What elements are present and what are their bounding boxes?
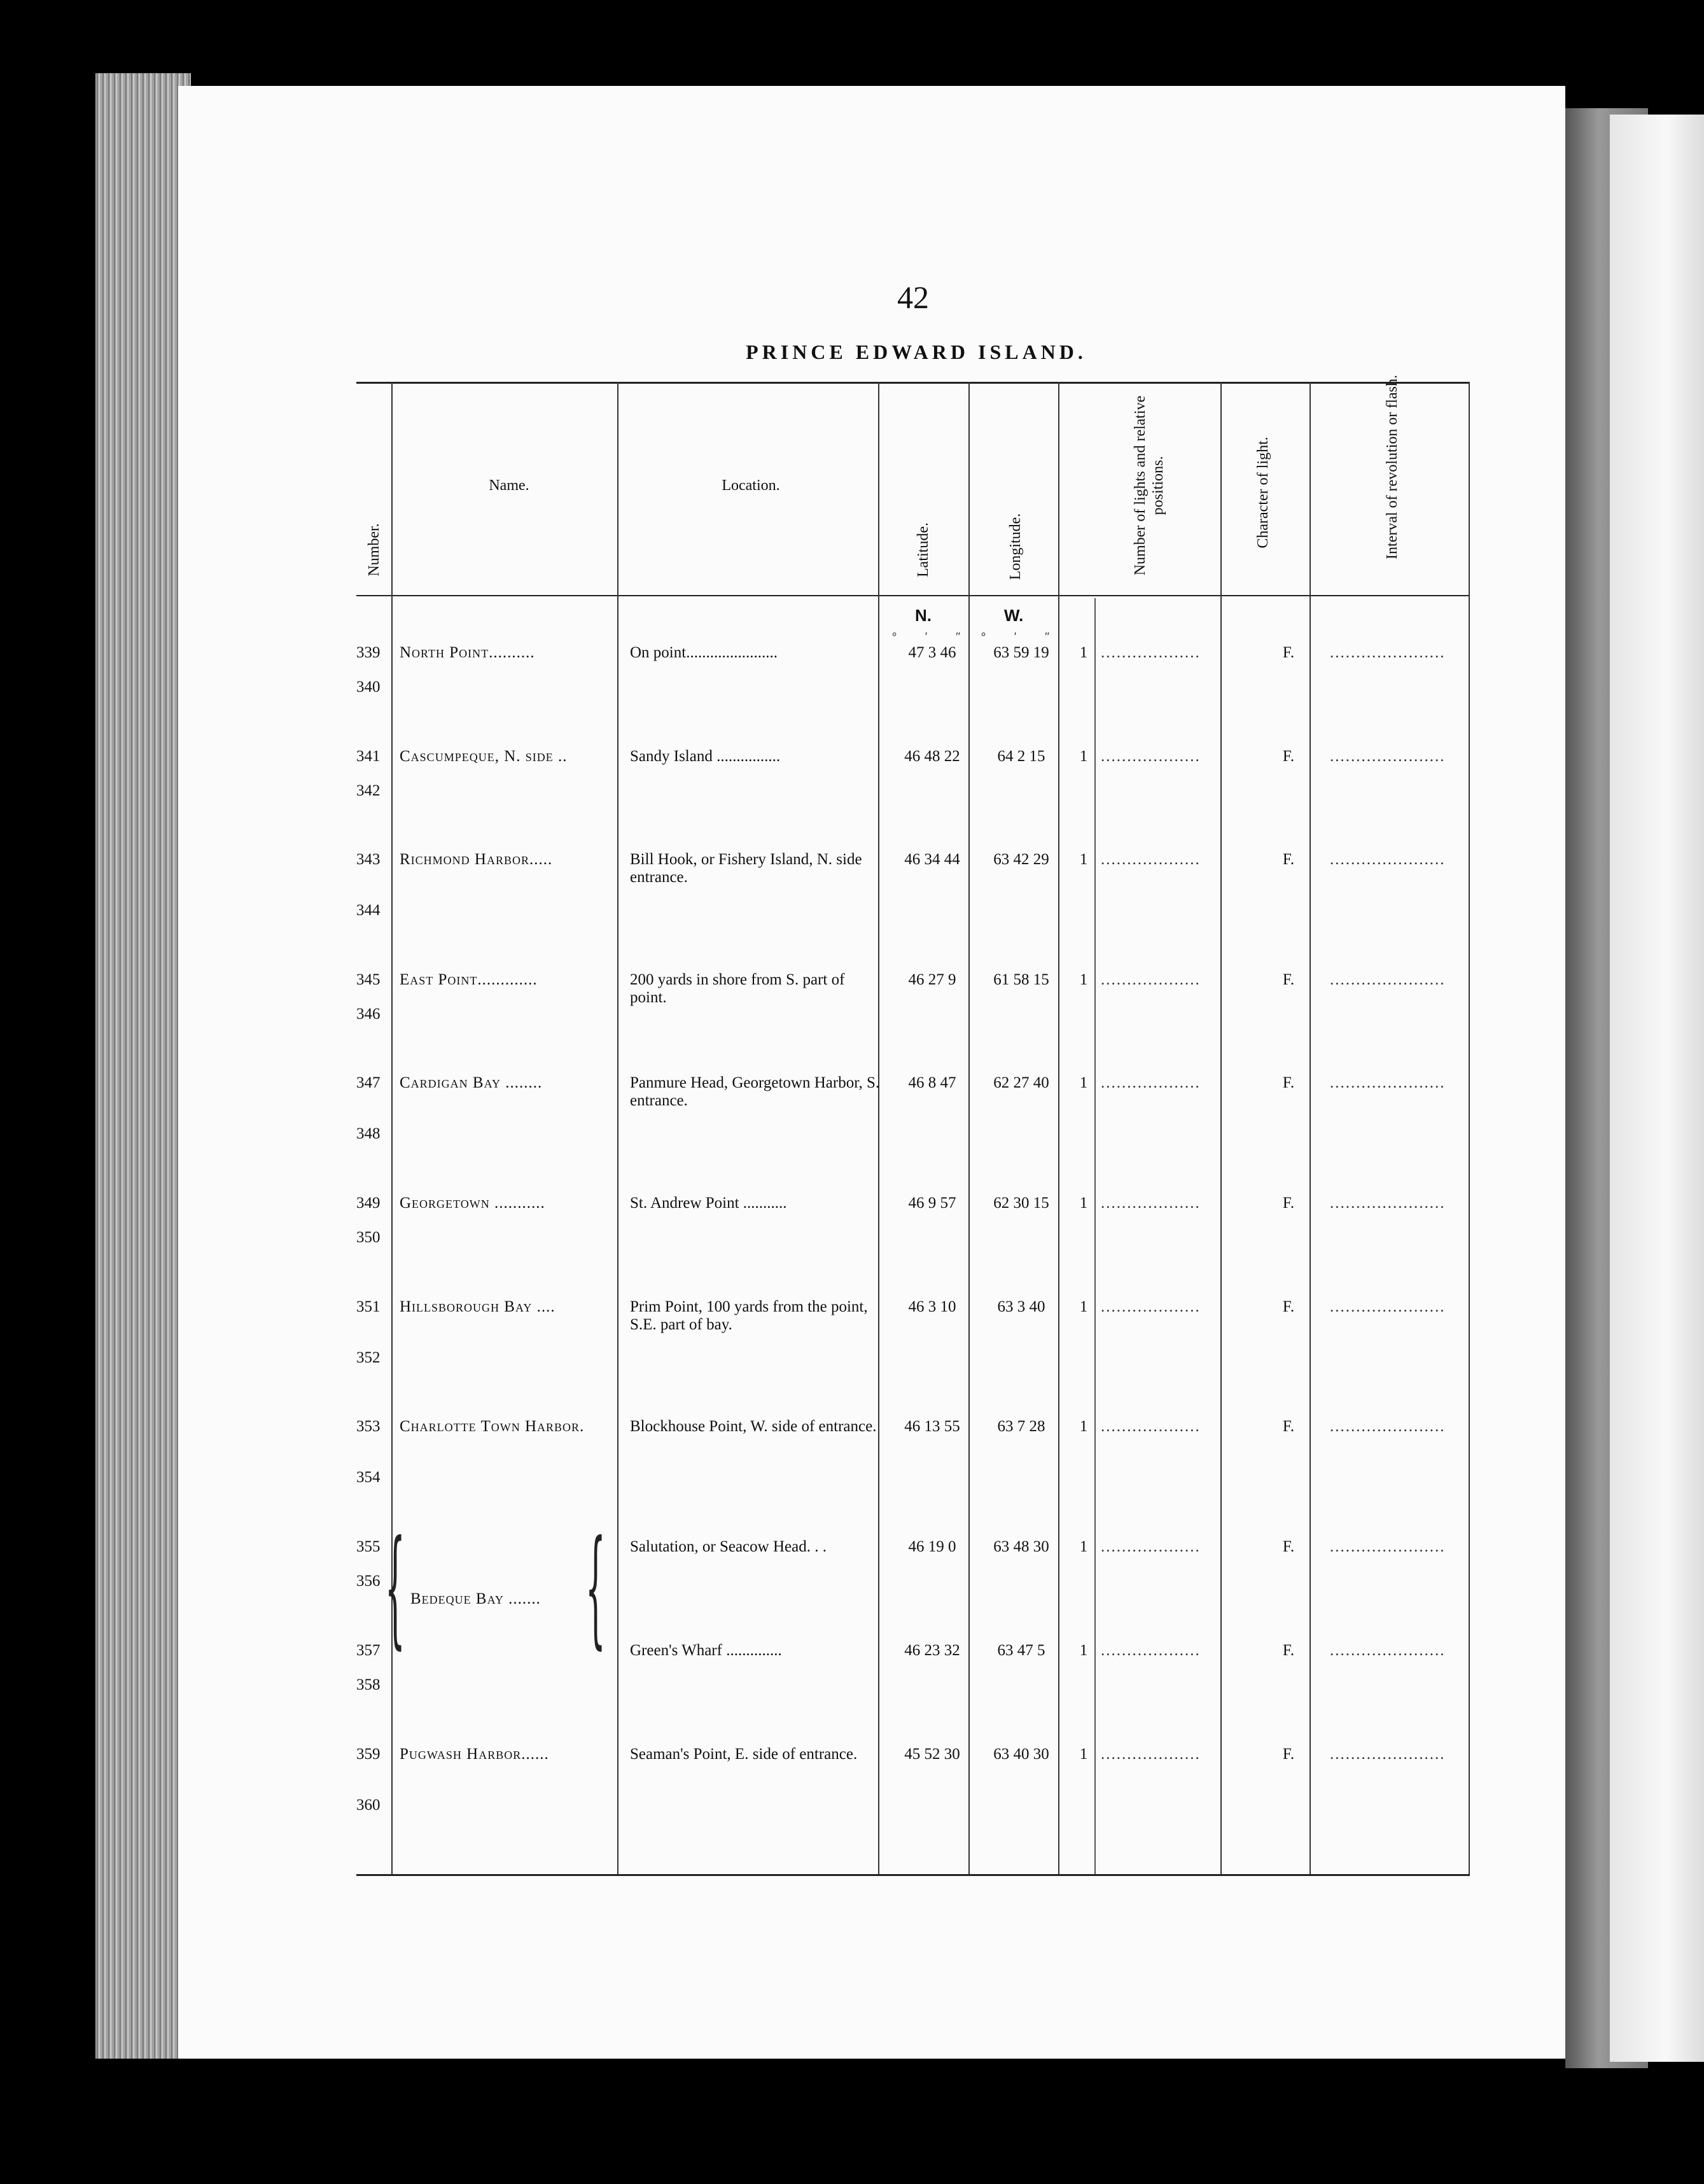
interval-leader: ......................	[1330, 644, 1446, 661]
interval-leader: ......................	[1330, 748, 1446, 765]
light-count: 1	[1079, 971, 1088, 988]
latitude: 46 3 10	[908, 1298, 956, 1315]
longitude: 62 27 40	[993, 1074, 1049, 1091]
light-location: St. Andrew Point ...........	[630, 1194, 787, 1212]
row-number-secondary: 354	[356, 1469, 381, 1486]
interval-leader: ......................	[1330, 1746, 1446, 1763]
light-name: Georgetown ...........	[400, 1194, 545, 1212]
longitude: 63 47 5	[997, 1642, 1045, 1659]
row-number: 341	[356, 748, 381, 765]
interval-leader: ......................	[1330, 1074, 1446, 1091]
light-count: 1	[1079, 1642, 1088, 1659]
brace-right: {	[585, 1513, 606, 1662]
light-location: 200 yards in shore from S. part of point.	[630, 971, 845, 1006]
light-count: 1	[1079, 1194, 1088, 1212]
light-count: 1	[1079, 1538, 1088, 1555]
light-location: On point.......................	[630, 644, 778, 661]
page-title: PRINCE EDWARD ISLAND.	[746, 340, 1087, 363]
latitude: 46 13 55	[904, 1418, 960, 1435]
light-count: 1	[1079, 644, 1088, 661]
row-number: 339	[356, 644, 381, 661]
table-row	[356, 748, 1470, 856]
light-name: Richmond Harbor.....	[400, 851, 553, 868]
positions-leader: ...................	[1101, 851, 1201, 868]
row-number: 353	[356, 1418, 381, 1435]
row-number: 347	[356, 1074, 381, 1091]
light-count: 1	[1079, 1074, 1088, 1091]
lights-table	[356, 375, 1470, 1874]
row-number-secondary: 356	[356, 1572, 381, 1590]
table-top-rule	[356, 382, 1470, 384]
light-location: Blockhouse Point, W. side of entrance.	[630, 1418, 877, 1435]
page-number: 42	[897, 279, 929, 315]
light-character: F.	[1282, 1194, 1295, 1212]
table-row	[356, 644, 1470, 752]
row-number-secondary: 344	[356, 902, 381, 919]
row-number-secondary: 350	[356, 1229, 381, 1246]
light-location: Panmure Head, Georgetown Harbor, S. entrance.	[630, 1074, 880, 1109]
light-character: F.	[1282, 1298, 1295, 1315]
interval-leader: ......................	[1330, 1642, 1446, 1659]
table-row	[356, 1538, 1470, 1646]
latitude: 46 34 44	[904, 851, 960, 868]
latitude: 46 27 9	[908, 971, 956, 988]
interval-leader: ......................	[1330, 1418, 1446, 1435]
longitude: 63 3 40	[997, 1298, 1045, 1315]
positions-leader: ...................	[1101, 1642, 1201, 1659]
light-character: F.	[1282, 644, 1295, 661]
header-latitude: Latitude.	[915, 522, 932, 577]
table-row	[356, 1418, 1470, 1526]
row-number-secondary: 340	[356, 678, 381, 696]
next-page-edge	[1610, 115, 1704, 2062]
light-character: F.	[1282, 1074, 1295, 1091]
light-character: F.	[1282, 1746, 1295, 1763]
row-number-secondary: 342	[356, 782, 381, 799]
table-row	[356, 1298, 1470, 1406]
table-bottom-rule	[356, 1874, 1470, 1876]
interval-leader: ......................	[1330, 1538, 1446, 1555]
positions-leader: ...................	[1101, 971, 1201, 988]
light-count: 1	[1079, 748, 1088, 765]
table-row	[356, 971, 1470, 1079]
latitude: 45 52 30	[904, 1746, 960, 1763]
longitude: 63 42 29	[993, 851, 1049, 868]
positions-leader: ...................	[1101, 748, 1201, 765]
longitude: 63 48 30	[993, 1538, 1049, 1555]
table-row	[356, 1074, 1470, 1182]
light-name: Cardigan Bay ........	[400, 1074, 543, 1091]
row-number: 343	[356, 851, 381, 868]
header-lights: Number of lights and relative positions.	[1132, 395, 1166, 576]
longitude: 61 58 15	[993, 971, 1049, 988]
interval-leader: ......................	[1330, 1298, 1446, 1315]
longitude: 64 2 15	[997, 748, 1045, 765]
light-character: F.	[1282, 851, 1295, 868]
positions-leader: ...................	[1101, 1418, 1201, 1435]
light-count: 1	[1079, 851, 1088, 868]
light-location: Bill Hook, or Fishery Island, N. side entrance.	[630, 851, 862, 886]
header-number: Number.	[366, 523, 382, 577]
page-edge	[95, 73, 191, 2059]
row-number: 355	[356, 1538, 381, 1555]
row-number: 345	[356, 971, 381, 988]
light-character: F.	[1282, 1642, 1295, 1659]
longitude: 63 40 30	[993, 1746, 1049, 1763]
interval-leader: ......................	[1330, 971, 1446, 988]
row-number: 359	[356, 1746, 381, 1763]
row-number-secondary: 352	[356, 1349, 381, 1366]
positions-leader: ...................	[1101, 1746, 1201, 1763]
header-interval: Interval of revolution or flash.	[1384, 375, 1400, 559]
row-number: 349	[356, 1194, 381, 1212]
row-number-secondary: 360	[356, 1796, 381, 1814]
light-name: Hillsborough Bay ....	[400, 1298, 555, 1315]
latitude-direction: N.	[915, 606, 932, 625]
light-count: 1	[1079, 1746, 1088, 1763]
interval-leader: ......................	[1330, 851, 1446, 868]
light-location: Seaman's Point, E. side of entrance.	[630, 1746, 858, 1763]
header-location: Location.	[722, 477, 780, 494]
light-location: Prim Point, 100 yards from the point, S.E. part of bay.	[630, 1298, 868, 1333]
positions-leader: ...................	[1101, 1538, 1201, 1555]
longitude-direction: W.	[1004, 606, 1024, 625]
table-row	[356, 1194, 1470, 1303]
row-number: 351	[356, 1298, 381, 1315]
latitude: 47 3 46	[908, 644, 956, 661]
light-location: Sandy Island ................	[630, 748, 781, 765]
light-name: North Point..........	[400, 644, 535, 661]
row-number-secondary: 348	[356, 1125, 381, 1142]
latitude-units: ° ′ ″	[892, 630, 974, 643]
light-character: F.	[1282, 1538, 1295, 1555]
light-name: Cascumpeque, N. side ..	[400, 748, 568, 765]
latitude: 46 8 47	[908, 1074, 956, 1091]
light-location: Salutation, or Seacow Head. . .	[630, 1538, 827, 1555]
light-character: F.	[1282, 748, 1295, 765]
light-name: East Point.............	[400, 971, 538, 988]
header-name: Name.	[489, 477, 529, 494]
header-longitude: Longitude.	[1007, 513, 1024, 580]
row-number: 357	[356, 1642, 381, 1659]
light-character: F.	[1282, 1418, 1295, 1435]
header-rule	[356, 595, 1470, 596]
latitude: 46 48 22	[904, 748, 960, 765]
longitude: 63 59 19	[993, 644, 1049, 661]
longitude-units: ° ′ ″	[981, 630, 1063, 643]
light-name: Pugwash Harbor......	[400, 1746, 549, 1763]
table-row	[356, 1746, 1470, 1854]
positions-leader: ...................	[1101, 644, 1201, 661]
light-location: Green's Wharf ..............	[630, 1642, 782, 1659]
light-count: 1	[1079, 1418, 1088, 1435]
positions-leader: ...................	[1101, 1074, 1201, 1091]
interval-leader: ......................	[1330, 1194, 1446, 1212]
table-row	[356, 1642, 1470, 1750]
latitude: 46 9 57	[908, 1194, 956, 1212]
light-name: Bedeque Bay .......	[410, 1590, 541, 1607]
latitude: 46 23 32	[904, 1642, 960, 1659]
light-name: Charlotte Town Harbor.	[400, 1418, 585, 1435]
row-number-secondary: 346	[356, 1005, 381, 1023]
light-character: F.	[1282, 971, 1295, 988]
longitude: 63 7 28	[997, 1418, 1045, 1435]
brace-left: {	[385, 1513, 405, 1662]
latitude: 46 19 0	[908, 1538, 956, 1555]
longitude: 62 30 15	[993, 1194, 1049, 1212]
header-character: Character of light.	[1255, 437, 1271, 549]
row-number-secondary: 358	[356, 1676, 381, 1693]
light-count: 1	[1079, 1298, 1088, 1315]
table-row	[356, 851, 1470, 959]
positions-leader: ...................	[1101, 1194, 1201, 1212]
positions-leader: ...................	[1101, 1298, 1201, 1315]
